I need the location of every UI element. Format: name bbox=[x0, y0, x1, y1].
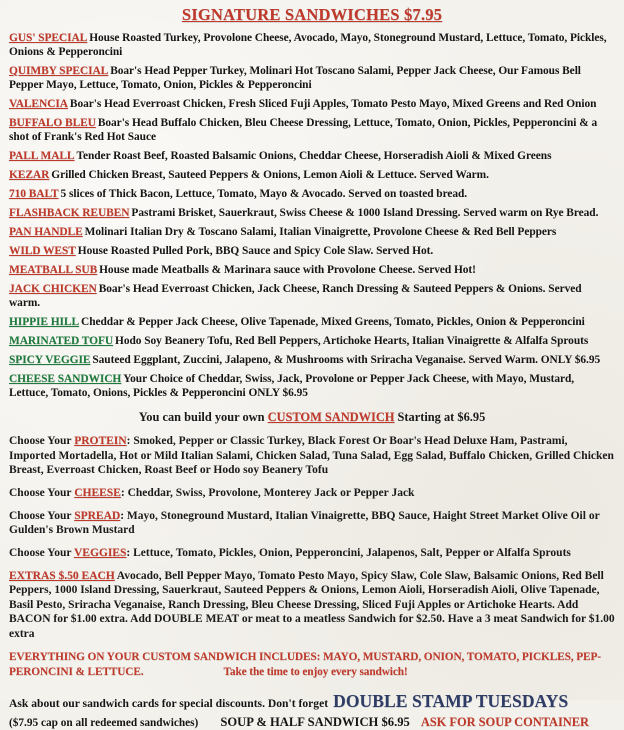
custom-sandwich-heading bbox=[9, 410, 615, 425]
sandwich-name: GUS' SPECIAL bbox=[9, 32, 88, 44]
extras-row bbox=[9, 569, 615, 641]
double-stamp-tuesdays: DOUBLE STAMP TUESDAYS bbox=[333, 691, 569, 712]
sandwich-name: BUFFALO BLEU bbox=[9, 116, 96, 129]
sandwich-name: 710 BALT bbox=[9, 187, 59, 200]
sandwich-item bbox=[9, 188, 615, 202]
choose-spread-row bbox=[9, 509, 615, 538]
sandwich-item bbox=[9, 354, 615, 368]
sandwich-name: PAN HANDLE bbox=[9, 225, 83, 238]
extras-key: EXTRAS $.50 EACH bbox=[9, 570, 115, 583]
sandwich-description: House made Meatballs & Marinara sauce with Provolone Cheese. Served Hot! bbox=[99, 263, 476, 276]
choice-options-veggies: Lettuce, Tomato, Pickles, Onion, Pepperoncini, Jalapenos, Salt, Pepper or Alfalfa Sprouts bbox=[133, 547, 571, 560]
footer bbox=[9, 691, 615, 730]
sandwich-description: Grilled Chicken Breast, Sauteed Peppers & Onions, Lemon Aioli & Lettuce. Served Warm. bbox=[51, 168, 489, 181]
includes-line-1: EVERYTHING ON YOUR CUSTOM SANDWICH INCLUDES: MAYO, MUSTARD, ONION, TOMATO, PICKLES, PEP- bbox=[9, 650, 601, 663]
sandwich-item bbox=[9, 65, 615, 93]
choice-separator: : bbox=[120, 509, 127, 522]
choice-separator: : bbox=[126, 435, 134, 448]
sandwich-item bbox=[9, 207, 615, 221]
choose-protein-row bbox=[9, 434, 615, 477]
enjoy-tagline: Take the time to enjoy every sandwich! bbox=[223, 665, 408, 678]
sandwich-name: MARINATED TOFU bbox=[9, 334, 114, 347]
sandwich-description: Molinari Italian Dry & Toscano Salami, Italian Vinaigrette, Provolone Cheese & Red Bell Peppers bbox=[84, 225, 557, 238]
sandwich-name: MEATBALL SUB bbox=[9, 263, 98, 276]
sandwich-item bbox=[9, 226, 615, 240]
sandwich-description: House Roasted Pulled Pork, BBQ Sauce and Spicy Cole Slaw. Served Hot. bbox=[77, 244, 434, 257]
sandwich-item bbox=[9, 169, 615, 183]
choice-key-spread: SPREAD bbox=[74, 509, 121, 522]
choice-key-protein: PROTEIN bbox=[74, 435, 127, 448]
soup-half-sandwich-price: SOUP & HALF SANDWICH $6.95 bbox=[220, 715, 410, 730]
sandwich-name: KEZAR bbox=[9, 168, 50, 181]
choice-separator: : bbox=[126, 547, 134, 560]
choose-prefix: Choose Your bbox=[9, 509, 75, 522]
sandwich-name: WILD WEST bbox=[9, 244, 76, 257]
choose-veggies-row bbox=[9, 546, 615, 560]
page-title: SIGNATURE SANDWICHES $7.95 bbox=[181, 5, 443, 24]
sandwich-item bbox=[9, 150, 615, 164]
sandwich-name: SPICY VEGGIE bbox=[9, 353, 91, 366]
sandwich-item bbox=[9, 316, 615, 330]
choose-prefix: Choose Your bbox=[9, 487, 75, 500]
custom-heading-suffix: Starting at $6.95 bbox=[394, 410, 486, 425]
choice-options-protein: Smoked, Pepper or Classic Turkey, Black Forest Or Boar's Head Deluxe Ham, Pastrami, Imported Mortadella, Hot or Mild Italian Salami, Chicken Salad, Tuna Salad, Egg Salad, Buffalo Chicken, Grilled Chicken Breast, Everroast Chicken, Roast Beef or Hodo soy Beanery Tofu bbox=[9, 435, 614, 477]
sandwich-item bbox=[9, 283, 615, 311]
choice-key-cheese: CHEESE bbox=[74, 487, 121, 500]
sandwich-name: QUIMBY SPECIAL bbox=[9, 64, 109, 77]
sandwich-description: Pastrami Brisket, Sauerkraut, Swiss Cheese & 1000 Island Dressing. Served warm on Rye Bread. bbox=[131, 206, 599, 219]
includes-line-2-text: PERONCINI & LETTUCE. bbox=[9, 665, 144, 678]
sandwich-description: Your Choice of Cheddar, Swiss, Jack, Provolone or Pepper Jack Cheese, with Mayo, Mustard, Lettuce, Tomato, Onions, Pickles & Pepperoncini ONLY $6.95 bbox=[9, 372, 575, 399]
sandwich-item bbox=[9, 32, 615, 60]
choice-key-veggies: VEGGIES bbox=[73, 547, 127, 560]
sandwich-cards-text: Ask about our sandwich cards for special discounts. Don't forget bbox=[9, 697, 329, 711]
footer-row-soup bbox=[9, 715, 615, 730]
custom-sandwich-highlight: CUSTOM SANDWICH bbox=[267, 410, 395, 425]
sandwich-description: House Roasted Turkey, Provolone Cheese, Avocado, Mayo, Stoneground Mustard, Lettuce, Tomato, Pickles, Onions & Pepperoncini bbox=[9, 32, 607, 58]
footer-row-cards bbox=[9, 691, 615, 712]
sandwich-name: PALL MALL bbox=[9, 149, 75, 162]
sandwich-description: Cheddar & Pepper Jack Cheese, Olive Tapenade, Mixed Greens, Tomato, Pickles, Onion & Pepperoncini bbox=[81, 315, 585, 328]
includes-line-2 bbox=[9, 665, 615, 680]
sandwich-item bbox=[9, 373, 615, 401]
choice-separator: : bbox=[120, 487, 128, 500]
sandwich-description: Tender Roast Beef, Roasted Balsamic Onions, Cheddar Cheese, Horseradish Aioli & Mixed Greens bbox=[76, 149, 552, 162]
choice-options-cheese: Cheddar, Swiss, Provolone, Monterey Jack or Pepper Jack bbox=[127, 487, 415, 500]
sandwich-name: JACK CHICKEN bbox=[9, 282, 97, 295]
choose-prefix: Choose Your bbox=[9, 547, 74, 560]
sandwich-item bbox=[9, 264, 615, 278]
custom-heading-prefix: You can build your own bbox=[138, 410, 268, 425]
sandwich-description: Boar's Head Pepper Turkey, Molinari Hot Toscano Salami, Pepper Jack Cheese, Our Famous Bell Pepper Mayo, Lettuce, Tomato, Onion, Pickles & Pepperoncini bbox=[9, 64, 581, 91]
sandwich-description: Boar's Head Buffalo Chicken, Bleu Cheese Dressing, Lettuce, Tomato, Onion, Pickles, Pepperoncini & a shot of Frank's Red Hot Sauce bbox=[9, 116, 598, 143]
ask-for-soup-container: ASK FOR SOUP CONTAINER bbox=[420, 715, 589, 730]
sandwich-description: Boar's Head Everroast Chicken, Fresh Sliced Fuji Apples, Tomato Pesto Mayo, Mixed Greens and Red Onion bbox=[69, 97, 597, 110]
choice-options-spread: Mayo, Stoneground Mustard, Italian Vinaigrette, BBQ Sauce, Haight Street Market Olive Oil or Gulden's Brown Mustard bbox=[9, 509, 600, 537]
sandwich-name: HIPPIE HILL bbox=[9, 315, 80, 328]
sandwich-description: 5 slices of Thick Bacon, Lettuce, Tomato, Mayo & Avocado. Served on toasted bread. bbox=[60, 187, 468, 200]
sandwich-description: Sauteed Eggplant, Zuccini, Jalapeno, & Mushrooms with Sriracha Veganaise. Served Warm. ONLY $6.95 bbox=[92, 353, 601, 366]
includes-banner bbox=[9, 650, 615, 679]
sandwich-item bbox=[9, 335, 615, 349]
sandwich-description: Boar's Head Everroast Chicken, Jack Cheese, Ranch Dressing & Sauteed Peppers & Onions. Served warm. bbox=[9, 282, 582, 309]
sandwich-name: CHEESE SANDWICH bbox=[9, 372, 122, 385]
sandwich-item bbox=[9, 117, 615, 145]
extras-options: Avocado, Bell Pepper Mayo, Tomato Pesto Mayo, Spicy Slaw, Cole Slaw, Balsamic Onions, Red Bell Peppers, 1000 Island Dressing, Sauerkraut, Sauteed Peppers & Onions, Lemon Aioli, Horseradish Aioli, Olive Tapenade, Basil Pesto, Sriracha Veganaise, Ranch Dressing, Bleu Cheese Dressing, Sliced Fuji Apples or Artichoke Hearts. Add BACON for $1.00 extra. Add DOUBLE MEAT or meat to a meatless Sandwich for $2.50. Have a 3 meat Sandwich for $1.00 extra bbox=[9, 570, 615, 640]
choose-cheese-row bbox=[9, 486, 615, 500]
sandwich-item bbox=[9, 245, 615, 259]
signature-sandwiches-list bbox=[9, 32, 615, 400]
choose-prefix: Choose Your bbox=[9, 435, 75, 448]
sandwich-name: FLASHBACK REUBEN bbox=[9, 206, 130, 219]
sandwich-name: VALENCIA bbox=[9, 97, 68, 110]
sandwich-item bbox=[9, 98, 615, 112]
sandwich-description: Hodo Soy Beanery Tofu, Red Bell Peppers, Artichoke Hearts, Italian Vinaigrette & Alfalfa Sprouts bbox=[115, 334, 589, 347]
redeem-cap-note: ($7.95 cap on all redeemed sandwiches) bbox=[9, 717, 199, 730]
